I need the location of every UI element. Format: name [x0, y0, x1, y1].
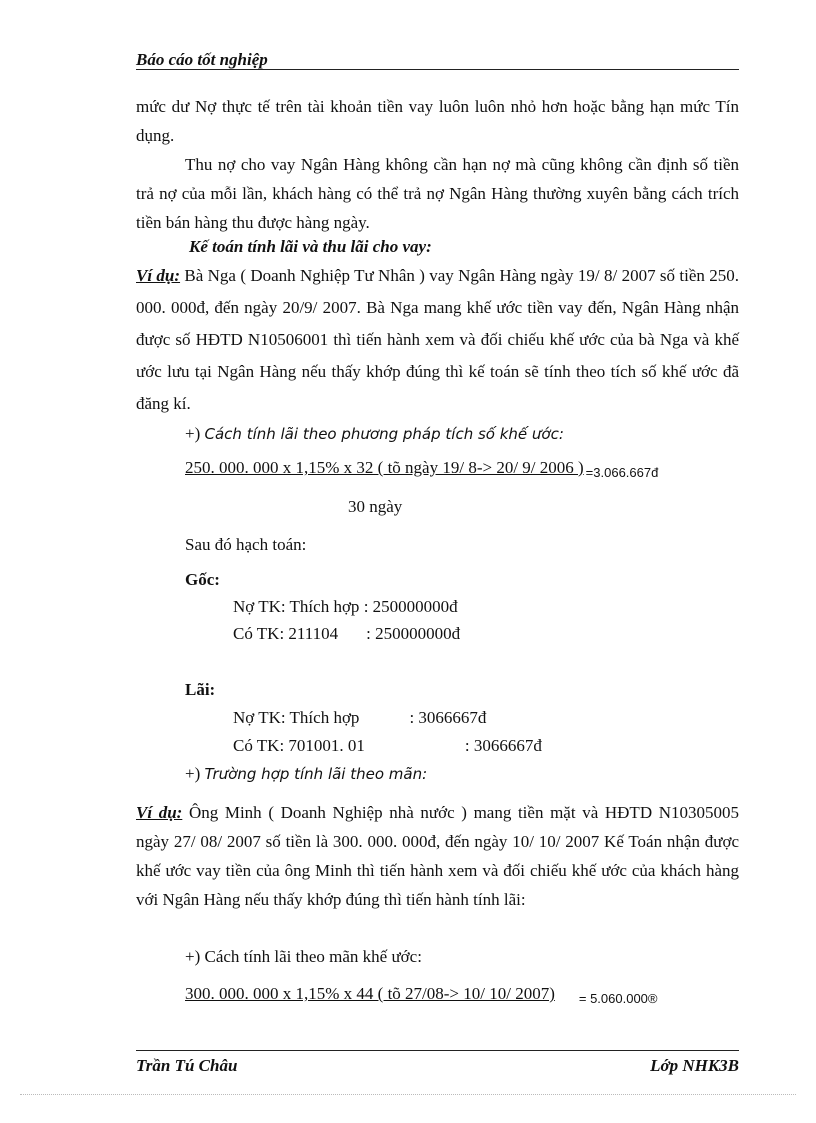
header-title: Báo cáo tốt nghiệp [136, 50, 268, 69]
lai-row-debit [233, 708, 486, 728]
method-text: Trường hợp tính lãi theo mãn: [204, 765, 428, 783]
paragraph-credit-limit [136, 92, 739, 150]
paragraph-text: Thu nợ cho vay Ngân Hàng không cần hạn nợ mà cũng không cần định số tiền trả nợ của mỗi lần, khách hàng có thể trả nợ Ngân Hàng thường xuyên bằng cách trích tiền bán hàng thu được hàng ngày. [136, 155, 739, 232]
example-2 [136, 798, 739, 914]
example-text: Ông Minh ( Doanh Nghiệp nhà nước ) mang tiền mặt và HĐTD N10305005 ngày 27/ 08/ 2007 số tiền là 300. 000. 000đ, đến ngày 10/ 10/ 2007 Kế Toán nhận được khế ước vay tiền của ông Minh thì tiến hành xem và đối chiếu khế ước của khách hàng với Ngân Hàng nếu thấy khớp đúng thì tiến hành tính lãi: [136, 803, 739, 909]
formula-1 [185, 458, 658, 478]
lai-label: Lãi: [185, 680, 216, 699]
account-label: Có TK: 211104 [233, 624, 339, 643]
goc-label: Gốc: [185, 570, 220, 589]
goc-row-credit [233, 624, 460, 644]
paragraph-text: mức dư Nợ thực tế trên tài khoản tiền vay luôn luôn nhỏ hơn hoặc bằng hạn mức Tín dụng. [136, 97, 739, 145]
footer-rule [136, 1050, 739, 1051]
account-value: : 250000000đ [363, 597, 458, 616]
footer-class: Lớp NHK3B [650, 1056, 739, 1075]
goc-row-debit [233, 597, 458, 617]
formula-result: =3.066.667đ [585, 465, 659, 480]
lai-row-credit [233, 736, 542, 756]
formula-numerator: 300. 000. 000 x 1,15% x 44 ( tõ 27/08-> 10/ 10/ 2007) [185, 984, 555, 1003]
account-label: Nợ TK: Thích hợp [233, 597, 360, 616]
account-value: : 3066667đ [409, 708, 487, 727]
account-label: Nợ TK: Thích hợp [233, 708, 360, 727]
section-heading: Kế toán tính lãi và thu lãi cho vay: [189, 237, 432, 256]
paragraph-debt-collection [136, 150, 739, 237]
header-rule [136, 69, 739, 70]
formula-2 [185, 984, 658, 1004]
footer-author: Trần Tú Châu [136, 1056, 238, 1075]
page-edge-dotted-line [20, 1094, 796, 1095]
example-label: Ví dụ: [136, 803, 183, 822]
account-label: Có TK: 701001. 01 [233, 736, 365, 755]
method-prefix: +) [185, 424, 205, 443]
formula-result: = 5.060.000® [578, 991, 658, 1006]
method-2 [185, 764, 427, 784]
example-1 [136, 260, 739, 420]
method-3: +) Cách tính lãi theo mãn khế ước: [185, 947, 422, 966]
example-label: Ví dụ: [136, 266, 181, 285]
method-1 [185, 424, 564, 444]
formula-numerator: 250. 000. 000 x 1,15% x 32 ( tõ ngày 19/ 8-> 20/ 9/ 2006 ) [185, 458, 584, 477]
account-value: : 3066667đ [464, 736, 542, 755]
example-text: Bà Nga ( Doanh Nghiệp Tư Nhân ) vay Ngân Hàng ngày 19/ 8/ 2007 số tiền 250. 000. 000đ, đến ngày 20/9/ 2007. Bà Nga mang khế ước tiền vay đến, Ngân Hàng nhận được số HĐTD N10506001 thì tiến hành xem và đối chiếu khế ước của bà Nga và khế ước lưu tại Ngân Hàng nếu thấy khớp đúng thì kế toán sẽ tính theo tích số khế ước đã đăng kí. [136, 266, 739, 413]
posting-intro: Sau đó hạch toán: [185, 535, 307, 554]
formula-denominator: 30 ngày [348, 497, 403, 516]
method-prefix: +) [185, 764, 205, 783]
account-value: : 250000000đ [366, 624, 461, 643]
method-text: Cách tính lãi theo phương pháp tích số khế ước: [204, 425, 564, 443]
